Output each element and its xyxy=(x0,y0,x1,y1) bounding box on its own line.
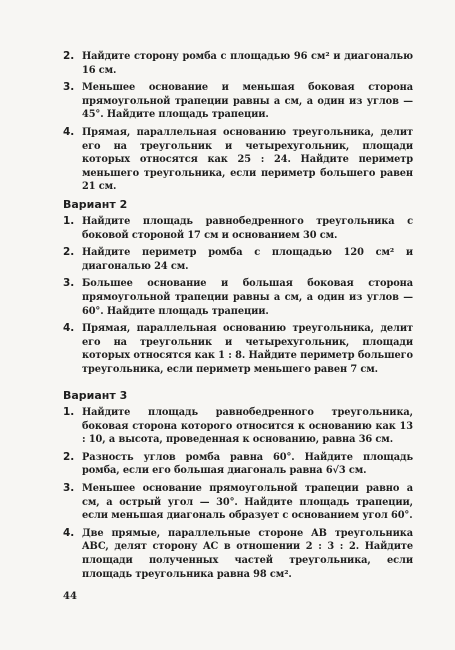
task-text: Две прямые, параллельные стороне AB треугольника ABC, делят сторону AC в отношении 2 : 3 : 2. Найдите площади полученных частей треугольника, если площадь треугольника равна 98 см². xyxy=(82,527,413,580)
task-number: 3. xyxy=(63,81,75,94)
task-text: Разность углов ромба равна 60°. Найдите площадь ромба, если его большая диагональ равна 6√3 см. xyxy=(82,451,413,477)
task-number: 3. xyxy=(63,277,75,290)
task-item xyxy=(63,482,413,523)
page-number: 44 xyxy=(63,591,77,602)
task-text: Найдите периметр ромба с площадью 120 см² и диагональю 24 см. xyxy=(82,247,413,272)
task-number: 3. xyxy=(63,481,75,494)
task-item xyxy=(63,406,413,447)
task-item xyxy=(63,451,413,478)
task-item xyxy=(63,277,413,318)
task-list-variant-3 xyxy=(63,406,413,581)
task-text: Большее основание и большая боковая сторона прямоугольной трапеции равны a см, а один из углов — 60°. Найдите площадь трапеции. xyxy=(82,278,413,317)
task-text: Найдите площадь равнобедренного треугольника, боковая сторона которого относится к основанию как 13 : 10, а высота, проведенная к основанию, равна 36 см. xyxy=(82,407,413,446)
task-text: Найдите площадь равнобедренного треугольника с боковой стороной 17 см и основанием 30 см. xyxy=(82,216,413,241)
task-number: 4. xyxy=(63,322,75,335)
task-number: 1. xyxy=(63,215,75,227)
task-item xyxy=(63,246,413,273)
task-list-variant-1-continued xyxy=(63,50,413,194)
variant-2-heading: Вариант 2 xyxy=(63,198,128,211)
task-text: Меньшее основание и меньшая боковая сторона прямоугольной трапеции равны a см, а один из углов — 45°. Найдите площадь трапеции. xyxy=(82,82,413,121)
task-text: Прямая, параллельная основанию треугольника, делит его на треугольник и четырехугольник, площади которых относятся как 25 : 24. Найдите периметр меньшего треугольника, если периметр большего равен 21 см. xyxy=(82,126,413,193)
task-number: 4. xyxy=(63,125,75,138)
task-number: 2. xyxy=(63,450,75,463)
task-number: 4. xyxy=(63,526,75,539)
task-item xyxy=(63,126,413,194)
task-number: 1. xyxy=(63,406,75,418)
task-number: 2. xyxy=(63,246,75,259)
task-item xyxy=(63,322,413,376)
task-item xyxy=(63,215,413,242)
task-text: Меньшее основание прямоугольной трапеции равно a см, а острый угол — 30°. Найдите площадь трапеции, если меньшая диагональ образует с основанием угол 60°. xyxy=(82,482,413,522)
task-list-variant-2 xyxy=(63,215,413,377)
task-number: 2. xyxy=(63,50,75,62)
task-item xyxy=(63,50,413,77)
task-text: Найдите сторону ромба с площадью 96 см² и диагональю 16 см. xyxy=(82,51,413,76)
task-item xyxy=(63,81,413,122)
task-text: Прямая, параллельная основанию треугольника, делит его на треугольник и четырехугольник, площади которых относятся как 1 : 8. Найдите периметр большего треугольника, если периметр меньшего равен 7 см. xyxy=(82,323,413,375)
task-item xyxy=(63,527,413,581)
variant-3-heading: Вариант 3 xyxy=(63,389,128,402)
